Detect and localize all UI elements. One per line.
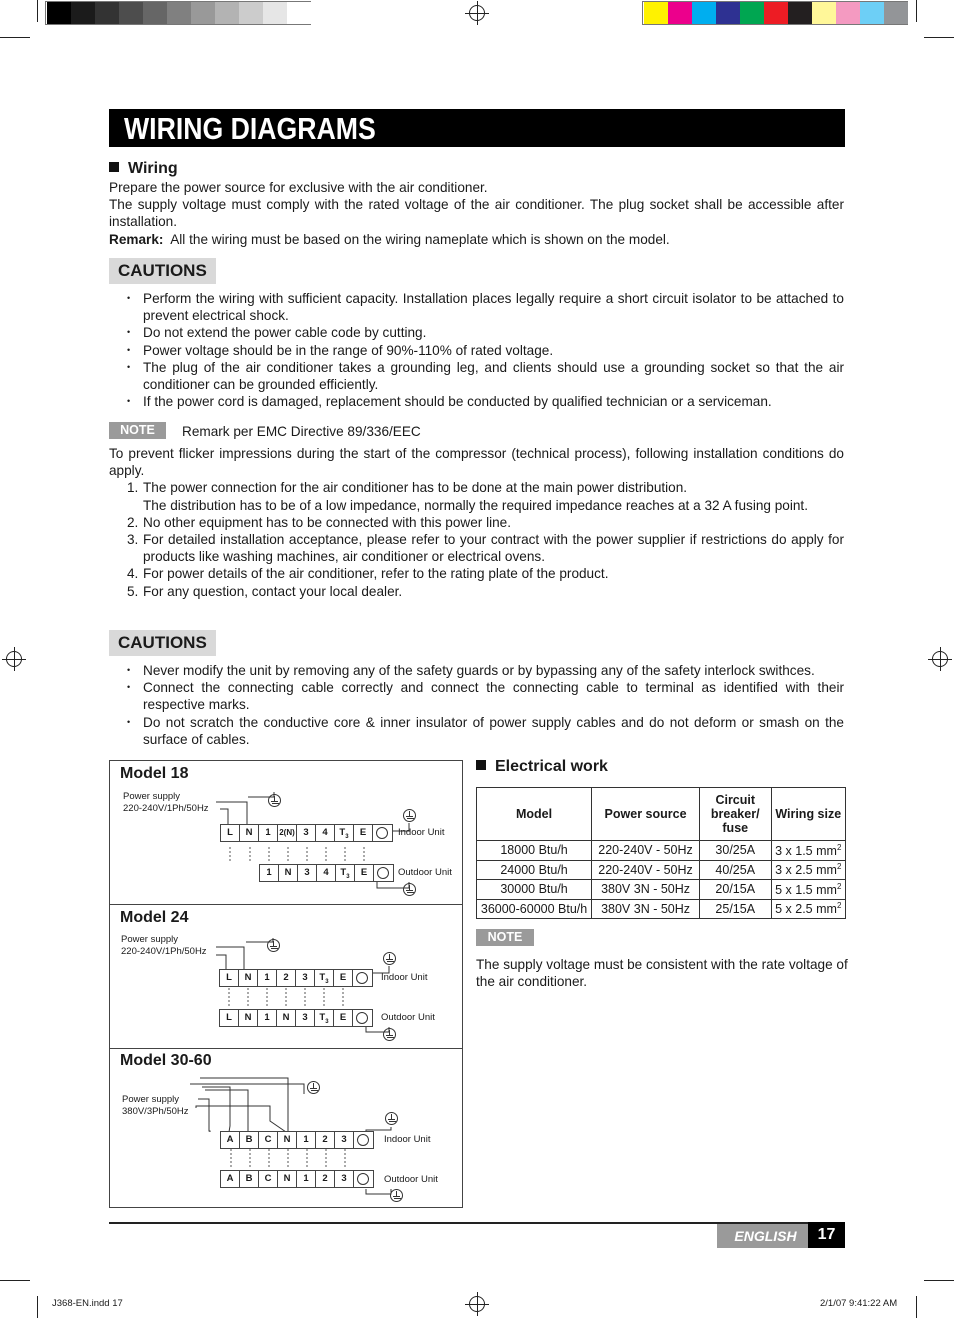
note-text: Remark per EMC Directive 89/336/EEC [182, 424, 421, 439]
color-swatch [788, 2, 812, 24]
table-cell [771, 841, 846, 861]
wiring-body [109, 179, 844, 248]
terminal-n: N [277, 1010, 296, 1026]
gray-swatch [191, 2, 215, 24]
crop-mark [37, 0, 38, 22]
cell-text: 380V 3N - 50Hz [601, 901, 691, 916]
registration-mark-icon [932, 651, 948, 667]
caution-item: • If the power cord is damaged, replacement should be conducted by qualified technician or a serviceman. [109, 393, 844, 410]
terminal-b: B [240, 1171, 259, 1187]
indoor-unit-label: Indoor Unit [381, 972, 428, 983]
cell-text: 40/25A [715, 862, 756, 877]
superscript: 2 [836, 842, 842, 852]
crop-mark [0, 37, 30, 38]
cautions-label: CAUTIONS [109, 258, 216, 284]
model-24-title: Model 24 [120, 909, 189, 926]
wiring-p2: The supply voltage must comply with the rated voltage of the air conditioner. The plug socket shall be accessible after installation. [109, 197, 844, 230]
ground-icon [307, 1081, 320, 1094]
color-swatch [860, 2, 884, 24]
terminal-1: 1 [297, 1171, 316, 1187]
indoor-unit-label: Indoor Unit [398, 827, 445, 838]
terminal-e: E [334, 970, 353, 986]
ground-icon [390, 1189, 403, 1202]
terminal-2: 2 [277, 970, 296, 986]
table-cell [592, 899, 700, 919]
registration-mark-icon [469, 1296, 485, 1312]
ground-icon [354, 1171, 373, 1187]
terminal-t3: $T_3$ [336, 865, 355, 881]
table-cell [592, 860, 700, 880]
page-number: 17 [808, 1222, 845, 1248]
table-cell [771, 899, 846, 919]
terminal-c: C [259, 1171, 278, 1187]
color-swatch [764, 2, 788, 24]
terminal-e: E [354, 825, 373, 841]
terminal-n: N [239, 1010, 258, 1026]
emc-item-number: 1. [127, 480, 139, 496]
terminal-3: 3 [297, 825, 316, 841]
table-row [477, 899, 846, 919]
ground-icon [383, 952, 396, 965]
superscript: 2 [836, 901, 842, 911]
emc-item-number: 5. [127, 583, 139, 599]
emc-item-text: For any question, contact your local dealer. [143, 583, 403, 599]
terminal-l: L [220, 970, 239, 986]
terminal-1: 1 [258, 1010, 277, 1026]
power-supply-text: Power supply [121, 934, 179, 945]
emc-item-text: For power details of the air conditioner, refer to the rating plate of the product. [143, 566, 609, 582]
terminal-4: 4 [316, 825, 335, 841]
outdoor-unit-label: Outdoor Unit [398, 867, 452, 878]
outdoor-unit-label: Outdoor Unit [381, 1012, 435, 1023]
terminal-t3: $T_3$ [335, 825, 354, 841]
ground-icon [267, 939, 280, 952]
gray-swatch [287, 2, 311, 24]
table-cell [477, 860, 592, 880]
table-cell [592, 880, 700, 900]
terminal-3: 3 [296, 970, 315, 986]
terminal-a: A [221, 1171, 240, 1187]
crop-mark [37, 1296, 38, 1318]
electrical-heading [476, 758, 608, 776]
caution-item: • Do not extend the power cable code by cutting. [109, 324, 844, 341]
terminal-4: 4 [317, 865, 336, 881]
terminal-n: N [239, 970, 258, 986]
wiring-diagram-box [109, 760, 463, 1208]
electrical-heading-text: Electrical work [495, 758, 608, 775]
cautions-list [109, 290, 844, 410]
terminal-1: 1 [258, 970, 277, 986]
crop-mark [916, 1296, 917, 1318]
power-supply-label [123, 791, 209, 815]
registration-mark-icon [6, 651, 22, 667]
table-row [477, 880, 846, 900]
outdoor-terminal-block [219, 1009, 373, 1027]
cell-text: 5 x 1.5 mm [775, 882, 837, 897]
cell-text: 30/25A [715, 843, 756, 858]
cell-text: 380V 3N - 50Hz [601, 882, 691, 897]
table-row [477, 841, 846, 861]
table-cell [771, 860, 846, 880]
page-title: WIRING DIAGRAMS [124, 111, 376, 146]
ground-icon [374, 865, 393, 881]
caution-item: • Connect the connecting cable correctly and connect the connecting cable to terminal as identified with their respective marks. [109, 679, 844, 713]
cautions-list [109, 662, 844, 748]
table-cell [771, 880, 846, 900]
ground-icon [403, 809, 416, 822]
table-header: Circuit breaker/ fuse [699, 788, 771, 841]
bullet-square-icon [476, 760, 486, 770]
color-swatch-strip [642, 1, 908, 25]
color-swatch [644, 2, 668, 24]
caution-item: • Do not scratch the conductive core & inner insulator of power supply cables and do not deform or smash on the surface of cables. [109, 714, 844, 748]
emc-item-text: The power connection for the air conditioner has to be done at the main power distribution. [143, 480, 688, 496]
terminal-n: N [240, 825, 259, 841]
crop-mark [0, 1280, 30, 1281]
model-24-panel [110, 904, 462, 1049]
emc-item-text: For detailed installation acceptance, please refer to your contract with the power supplier if restrictions do apply for products like washing machines, air conditioner or electrical ovens. [143, 532, 844, 565]
model-30-60-title: Model 30-60 [120, 1052, 212, 1069]
ground-icon [353, 970, 372, 986]
model-30-60-panel [110, 1048, 462, 1207]
cell-text: 220-240V - 50Hz [598, 843, 693, 858]
caution-item: • Never modify the unit by removing any of the safety guards or by bypassing any of the safety interlock swithces. [109, 662, 844, 679]
terminal-3: 3 [296, 1010, 315, 1026]
table-cell [699, 899, 771, 919]
terminal-e: E [334, 1010, 353, 1026]
gray-swatch-strip [45, 1, 311, 25]
table-header: Model [477, 788, 592, 841]
table-row [477, 860, 846, 880]
power-supply-label [122, 1094, 189, 1118]
indoor-unit-label: Indoor Unit [384, 1134, 431, 1145]
caution-item: • The plug of the air conditioner takes a grounding leg, and clients should use a grounding socket so that the air conditioner can be grounded efficiently. [109, 359, 844, 393]
remark-label: Remark: [109, 231, 164, 247]
emc-item [109, 479, 844, 513]
terminal-1: 1 [260, 865, 279, 881]
table-cell [699, 880, 771, 900]
terminal-1: 1 [297, 1132, 316, 1148]
emc-item-text: No other equipment has to be connected with this power line. [143, 514, 512, 530]
terminal-3: 3 [335, 1171, 354, 1187]
table-header: Power source [592, 788, 700, 841]
gray-swatch [239, 2, 263, 24]
cell-text: 220-240V - 50Hz [598, 862, 693, 877]
cell-text: 18000 Btu/h [500, 843, 568, 858]
caution-item: • Perform the wiring with sufficient capacity. Installation places legally require a short circuit isolator to be attached to prevent electrical shock. [109, 290, 844, 324]
color-swatch [836, 2, 860, 24]
superscript: 2 [836, 881, 842, 891]
note-tag: NOTE [476, 929, 534, 946]
color-swatch [740, 2, 764, 24]
cell-text: 5 x 2.5 mm [775, 902, 837, 917]
note-tag: NOTE [109, 422, 166, 439]
terminal-3: 3 [298, 865, 317, 881]
power-supply-label [121, 934, 207, 958]
indoor-terminal-block [220, 1131, 374, 1149]
ground-icon [354, 1132, 373, 1148]
gray-swatch [215, 2, 239, 24]
emc-item [109, 514, 844, 531]
gray-swatch [119, 2, 143, 24]
cell-text: 3 x 2.5 mm [775, 863, 837, 878]
language-tab: ENGLISH [717, 1224, 814, 1248]
terminal-l: L [220, 1010, 239, 1026]
power-supply-spec: 220-240V/1Ph/50Hz [121, 946, 207, 957]
crop-mark [924, 37, 954, 38]
cautions-label: CAUTIONS [109, 630, 216, 656]
table-cell [699, 841, 771, 861]
table-cell [592, 841, 700, 861]
terminal-3: 3 [335, 1132, 354, 1148]
file-slug: J368-EN.indd 17 [52, 1298, 123, 1309]
terminal-n: N [278, 1171, 297, 1187]
date-slug: 2/1/07 9:41:22 AM [820, 1298, 898, 1309]
terminal-c: C [259, 1132, 278, 1148]
emc-intro: To prevent flicker impressions during the start of the compressor (technical process), following installation conditions do apply. [109, 446, 844, 479]
terminal-b: B [240, 1132, 259, 1148]
wiring-heading [109, 160, 178, 178]
terminal-a: A [221, 1132, 240, 1148]
terminal-t3: $T_3$ [315, 1010, 334, 1026]
color-swatch [692, 2, 716, 24]
outdoor-terminal-block [220, 1170, 374, 1188]
table-cell [477, 880, 592, 900]
table-cell [699, 860, 771, 880]
electrical-note-text: The supply voltage must be consistent with the rate voltage of the air conditioner. [476, 957, 848, 990]
cell-text: 24000 Btu/h [500, 862, 568, 877]
table-header: Wiring size [771, 788, 846, 841]
cell-text: 30000 Btu/h [500, 882, 568, 897]
emc-item [109, 531, 844, 565]
model-18-panel [110, 761, 462, 905]
power-supply-spec: 380V/3Ph/50Hz [122, 1106, 189, 1117]
emc-item-number: 3. [127, 532, 139, 548]
terminal-1: 1 [259, 825, 278, 841]
crop-mark [924, 1280, 954, 1281]
color-swatch [668, 2, 692, 24]
emc-item [109, 583, 844, 600]
ground-icon [385, 1112, 398, 1125]
color-swatch [812, 2, 836, 24]
crop-mark [916, 0, 917, 22]
gray-swatch [167, 2, 191, 24]
table-cell [477, 899, 592, 919]
power-supply-spec: 220-240V/1Ph/50Hz [123, 803, 209, 814]
ground-icon [403, 883, 416, 896]
indoor-terminal-block [220, 824, 393, 842]
caution-item: • Power voltage should be in the range of 90%-110% of rated voltage. [109, 342, 844, 359]
terminal-n: N [279, 865, 298, 881]
electrical-table [476, 787, 846, 919]
registration-mark-icon [469, 5, 485, 21]
bullet-square-icon [109, 162, 119, 172]
remark-text: All the wiring must be based on the wiring nameplate which is shown on the model. [170, 231, 670, 247]
outdoor-unit-label: Outdoor Unit [384, 1174, 438, 1185]
terminal-t3: $T_3$ [315, 970, 334, 986]
wiring-heading-text: Wiring [128, 160, 178, 177]
table-cell [477, 841, 592, 861]
terminal-2: 2 [316, 1171, 335, 1187]
cell-text: 20/15A [715, 882, 756, 897]
ground-icon [268, 794, 281, 807]
emc-item [109, 565, 844, 582]
gray-swatch [143, 2, 167, 24]
outdoor-terminal-block [259, 864, 394, 882]
terminal-2n: 2(N) [278, 825, 297, 841]
ground-icon [353, 1010, 372, 1026]
emc-body [109, 445, 844, 600]
model-18-title: Model 18 [120, 765, 189, 782]
terminal-n: N [278, 1132, 297, 1148]
color-swatch [716, 2, 740, 24]
gray-swatch [263, 2, 287, 24]
power-supply-text: Power supply [122, 1094, 180, 1105]
indoor-terminal-block [219, 969, 373, 987]
cell-text: 25/15A [715, 901, 756, 916]
ground-icon [383, 1028, 396, 1041]
gray-swatch [47, 2, 71, 24]
gray-swatch [95, 2, 119, 24]
gray-swatch [71, 2, 95, 24]
power-supply-text: Power supply [123, 791, 181, 802]
wiring-remark [109, 231, 844, 248]
cell-text: 3 x 1.5 mm [775, 843, 837, 858]
emc-item-extra: The distribution has to be of a low impedance, normally the required impedance reaches at a 32 A fusing point. [143, 497, 808, 513]
ground-icon [373, 825, 392, 841]
emc-item-number: 4. [127, 566, 139, 582]
superscript: 2 [836, 862, 842, 872]
terminal-2: 2 [316, 1132, 335, 1148]
cell-text: 36000-60000 Btu/h [480, 901, 588, 916]
color-swatch [884, 2, 908, 24]
terminal-l: L [221, 825, 240, 841]
terminal-e: E [355, 865, 374, 881]
wiring-p1: Prepare the power source for exclusive with the air conditioner. [109, 180, 488, 195]
emc-item-number: 2. [127, 514, 139, 530]
